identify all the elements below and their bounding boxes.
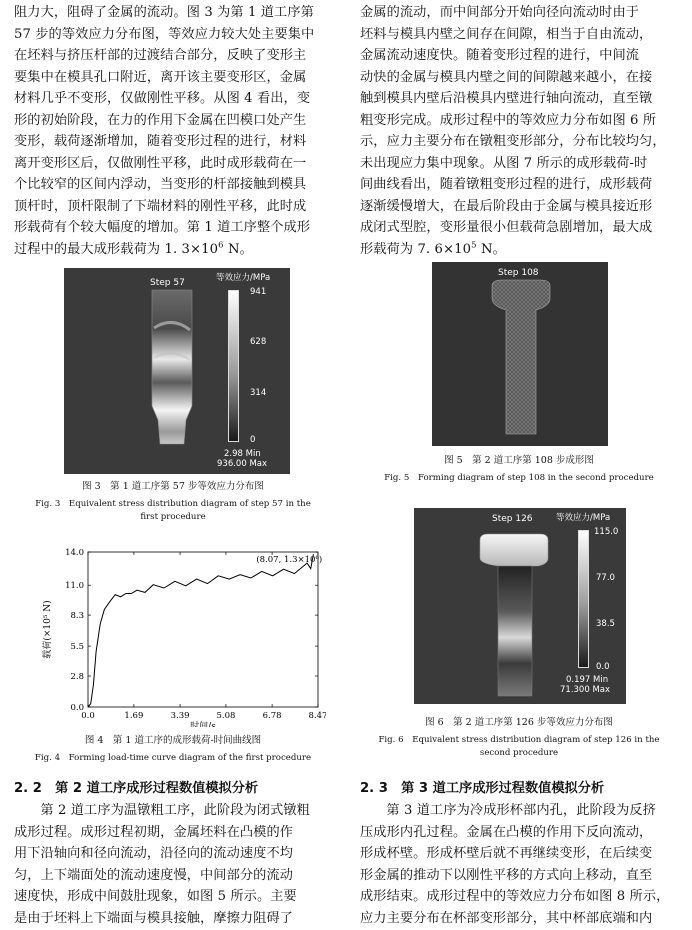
paragraph-line: 阻力大，阻碍了金属的流动。图 3 为第 1 道工序第: [14, 5, 314, 20]
fig6-tick-label: 0.0: [596, 662, 610, 672]
fig3-legend-title: 等效应力/MPa: [216, 273, 271, 283]
caption-en: second procedure: [479, 748, 559, 758]
text-fragment: 过程中的最大成形载荷为 1. 3×10: [14, 241, 219, 257]
paragraph-line: 形成杯壁。形成杯壁后就不再继续变形，在后续变: [360, 846, 653, 861]
text-fragment: N。: [476, 241, 506, 257]
fig6-min-label: 0.197 Min: [566, 675, 609, 685]
fig4-caption: [14, 734, 332, 765]
paragraph-line: 第 3 道工序为冷成形杯部内孔，此阶段为反挤: [386, 803, 656, 818]
plot-frame: [88, 552, 318, 707]
x-tick-label: 8.47: [308, 711, 326, 721]
fig5-simulation-image: [432, 262, 608, 446]
paragraph-line: 示，应力主要分布在镦粗变形部分，分布比较均匀，: [360, 134, 666, 149]
fig6-tick-label: 115.0: [594, 527, 619, 537]
caption-en: Fig. 3 Equivalent stress distribution diagram of step 57 in the: [35, 499, 311, 509]
paragraph-line: 应力主要分布在杯部变形部分，其中杯部底端和内: [360, 910, 653, 926]
fig6-legend-title: 等效应力/MPa: [556, 513, 611, 523]
fig6-max-label: 71.300 Max: [560, 685, 611, 695]
fig3-workpiece: [64, 268, 290, 474]
paragraph-line: 成形过程。成形过程初期，金属坯料在凸模的作: [14, 824, 294, 840]
fig3-step-label: Step 57: [150, 278, 185, 288]
paragraph-line: 材料几乎不变形，仅做刚性平移。从图 4 看出，变: [14, 91, 311, 106]
paragraph-line: 个比较窄的区间内浮动，当变形的杆部接触到模具: [14, 177, 307, 192]
y-tick-label: 0.0: [70, 703, 84, 713]
fig6-step-label: Step 126: [492, 514, 533, 524]
y-tick-label: 8.3: [70, 611, 84, 622]
fig3-simulation-image: [64, 268, 290, 474]
fig6-caption: [360, 716, 678, 760]
paragraph-line: 要集中在模具孔口附近，离开该主要变形区，金属: [14, 69, 307, 85]
fig3-tick-label: 0: [250, 435, 256, 445]
caption-cn: 图 6 第 2 道工序第 126 步等效应力分布图: [425, 717, 613, 728]
peak-annotation: (8.07, 1.3×10⁶): [256, 554, 323, 565]
y-axis-label: 载荷(×10⁵ N): [43, 600, 53, 659]
y-tick-label: 11.0: [65, 581, 84, 592]
paragraph-line: 逐渐缓慢增大，在最后阶段由于金属与模具接近形: [360, 198, 653, 214]
paragraph-line: 粗变形完成。成形过程中的等效应力分布如图 6 所: [360, 112, 657, 128]
fig6-simulation-image: [414, 508, 626, 704]
y-tick-label: 14.0: [65, 548, 84, 558]
paragraph-line: 坯料与模具内壁之间存在间隙，相当于自由流动，: [360, 26, 653, 42]
paragraph-line: 间曲线看出，随着镦粗变形过程的进行，成形载荷: [360, 177, 653, 192]
section-2-2: [14, 778, 332, 929]
right-top-text: [360, 2, 678, 260]
caption-cn: 图 3 第 1 道工序第 57 步等效应力分布图: [82, 481, 264, 492]
paragraph-line: [14, 239, 332, 261]
fig3-min-label: 2.98 Min: [224, 449, 261, 459]
text-fragment: N。: [223, 241, 253, 257]
figure-5: [432, 262, 608, 446]
x-axis-label: 时间/s: [190, 722, 216, 727]
paragraph-line: 成形结束。成形过程中的等效应力分布如图 8 所示，: [360, 889, 670, 904]
fig4-load-time-chart: [36, 542, 326, 727]
figure-4: [36, 542, 326, 727]
paragraph-line: 形载荷有个较大幅度的增加。第 1 道工序整个成形: [14, 220, 311, 235]
section-heading: 2. 2 第 2 道工序成形过程数值模拟分析: [14, 781, 259, 796]
paragraph-line: 速度快，形成中间鼓肚现象，如图 5 所示。主要: [14, 889, 297, 904]
superscript: 6: [218, 240, 224, 251]
paragraph-line: 成闭式型腔，变形量很小但载荷急剧增加，最大成: [360, 220, 653, 235]
caption-en: Fig. 5 Forming diagram of step 108 in the second procedure: [384, 473, 654, 483]
caption-en: Fig. 4 Forming load-time curve diagram of the first procedure: [34, 753, 312, 763]
paragraph-line: 在坯料与挤压杆部的过渡结合部分，反映了变形主: [14, 48, 307, 63]
fig5-workpiece: [432, 262, 608, 446]
caption-cn: 图 5 第 2 道工序第 108 步成形图: [444, 455, 594, 466]
figure-3: [64, 268, 290, 474]
paragraph-line: 触到模具内壁后沿模具内壁进行轴向流动，直至镦: [360, 91, 653, 106]
caption-cn: 图 4 第 1 道工序的成形载荷-时间曲线图: [84, 735, 262, 746]
paragraph-line: 形的初始阶段，在力的作用下金属在凹模口处产生: [14, 112, 307, 128]
y-tick-label: 2.8: [70, 672, 84, 682]
paragraph-line: 未出现应力集中现象。从图 7 所示的成形载荷-时: [360, 155, 648, 171]
paragraph-line: 离开变形区后，仅做刚性平移，此时成形载荷在一: [14, 155, 307, 171]
paragraph-line: 压成形内孔过程。金属在凸模的作用下反向流动，: [360, 824, 653, 840]
fig5-caption: [360, 454, 678, 485]
figure-6: [414, 508, 626, 704]
fig3-tick-label: 628: [250, 337, 267, 347]
fig3-max-label: 936.00 Max: [217, 459, 268, 469]
x-tick-label: 3.39: [170, 711, 190, 721]
x-tick-label: 5.08: [216, 711, 236, 721]
paragraph-line: 金属流动速度快。随着变形过程的进行，中间流: [360, 48, 640, 63]
paragraph-line: 金属的流动，而中间部分开始向径向流动时由于: [360, 5, 640, 20]
paragraph-line: 第 2 道工序为温镦粗工序，此阶段为闭式镦粗: [40, 803, 310, 818]
fig5-step-label: Step 108: [498, 268, 539, 278]
section-2-3: [360, 778, 678, 929]
fig3-colorbar: [228, 290, 239, 442]
left-top-text: [14, 2, 332, 260]
paragraph-line: 匀，上下端面处的流动速度慢，中间部分的流动: [14, 867, 294, 883]
text-fragment: 形载荷为 7. 6×10: [360, 241, 472, 257]
caption-en: Fig. 6 Equivalent stress distribution diagram of step 126 in the: [378, 735, 660, 745]
fig6-tick-label: 77.0: [596, 573, 615, 583]
section-heading: 2. 3 第 3 道工序成形过程数值模拟分析: [360, 781, 605, 796]
paragraph-line: 形金属的推动下以刚性平移的方式向上移动，直至: [360, 867, 653, 883]
superscript: 5: [471, 240, 477, 251]
paragraph-line: 是由于坯料上下端面与模具接触，摩擦力阻碍了: [14, 910, 294, 926]
fig3-tick-label: 941: [250, 287, 267, 297]
fig3-tick-label: 314: [250, 388, 267, 398]
fig6-tick-label: 38.5: [596, 619, 615, 629]
paragraph-line: 用下沿轴向和径向流动，沿径向的流动速度不均: [14, 846, 294, 861]
load-curve: [88, 554, 313, 707]
paragraph-line: 57 步的等效应力分布图，等效应力较大处主要集中: [14, 26, 315, 42]
paragraph-line: 变形，载荷逐渐增加，随着变形过程的进行，材料: [14, 134, 307, 149]
x-tick-label: 0.0: [81, 711, 95, 721]
x-tick-label: 1.69: [124, 711, 144, 721]
caption-en: first procedure: [140, 512, 206, 522]
paragraph-line: 动快的金属与模具内壁之间的间隙越来越小，在接: [360, 69, 653, 85]
paragraph-line: [360, 239, 678, 261]
paragraph-line: 顶杆时，顶杆限制了下端材料的刚性平移，此时成: [14, 198, 307, 214]
fig3-caption: [14, 480, 332, 524]
x-tick-label: 6.78: [262, 711, 282, 721]
fig6-colorbar: [578, 530, 589, 668]
y-tick-label: 5.5: [70, 642, 84, 653]
